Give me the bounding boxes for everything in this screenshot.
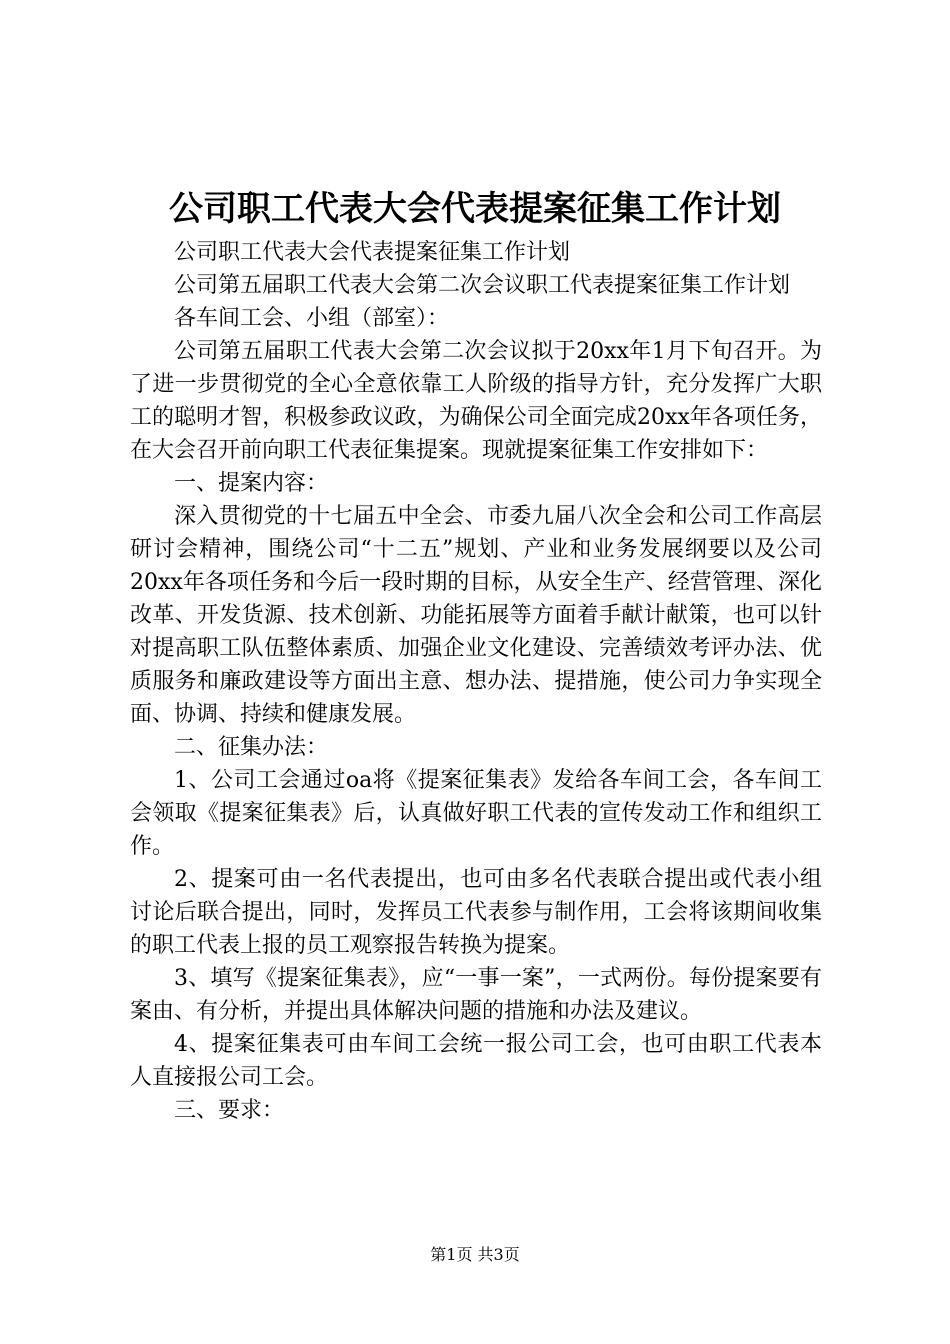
section-heading-requirements: 三、要求： xyxy=(174,1098,285,1123)
paragraph-method-2: 2、提案可由一名代表提出，也可由多名代表联合提出或代表小组讨论后联合提出，同时，发挥员工代表参与制作用，工会将该期间收集的职工代表上报的员工观察报告转换为提案。 xyxy=(130,867,822,958)
paragraph-method-4: 4、提案征集表可由车间工会统一报公司工会，也可由职工代表本人直接报公司工会。 xyxy=(130,1032,822,1090)
paragraph-addressee: 各车间工会、小组（部室）： xyxy=(174,306,450,331)
paragraph-plan-title: 公司第五届职工代表大会第二次会议职工代表提案征集工作计划 xyxy=(174,273,791,298)
paragraph-subtitle: 公司职工代表大会代表提案征集工作计划 xyxy=(174,240,571,265)
document-body xyxy=(130,236,822,1127)
paragraph-method-1: 1、公司工会通过oa将《提案征集表》发给各车间工会，各车间工会领取《提案征集表》后，认真做好职工代表的宣传发动工作和组织工作。 xyxy=(130,768,822,859)
paragraph-intro: 公司第五届职工代表大会第二次会议拟于20xx年1月下旬召开。为了进一步贯彻党的全心全意依靠工人阶级的指导方针，充分发挥广大职工的聪明才智，积极参政议政，为确保公司全面完成20xx年各项任务，在大会召开前向职工代表征集提案。现就提案征集工作安排如下： xyxy=(130,339,822,463)
section-heading-method: 二、征集办法： xyxy=(174,735,329,760)
section-heading-content: 一、提案内容： xyxy=(174,471,329,496)
document-title: 公司职工代表大会代表提案征集工作计划 xyxy=(169,189,781,229)
paragraph-method-3: 3、填写《提案征集表》，应“一事一案”，一式两份。每份提案要有案由、有分析，并提出具体解决问题的措施和办法及建议。 xyxy=(130,966,822,1024)
paragraph-content: 深入贯彻党的十七届五中全会、市委九届八次全会和公司工作高层研讨会精神，围绕公司“十二五”规划、产业和业务发展纲要以及公司20xx年各项任务和今后一段时期的目标，从安全生产、经营管理、深化改革、开发货源、技术创新、功能拓展等方面着手献计献策，也可以针对提高职工队伍整体素质、加强企业文化建设、完善绩效考评办法、优质服务和廉政建设等方面出主意、想办法、提措施，使公司力争实现全面、协调、持续和健康发展。 xyxy=(130,504,822,727)
page-footer: 第1页 共3页 xyxy=(430,1245,520,1264)
